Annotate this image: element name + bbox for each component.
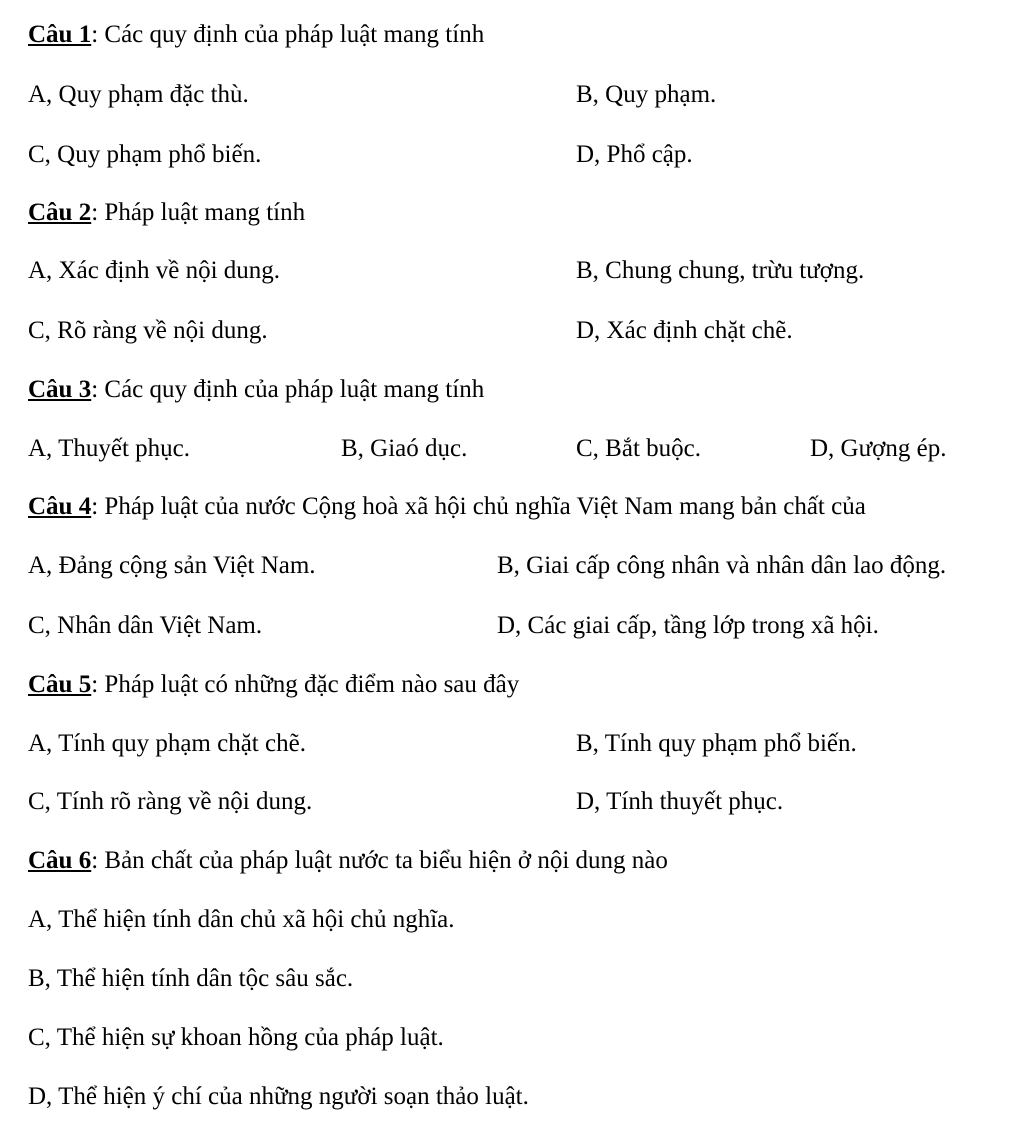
q3-option-c: C, Bắt buộc.	[576, 435, 701, 462]
q1-option-c: C, Quy phạm phổ biến.	[28, 141, 262, 168]
q2-option-c: C, Rõ ràng về nội dung.	[28, 317, 268, 344]
q4-option-c: C, Nhân dân Việt Nam.	[28, 612, 263, 639]
question-label: Câu 4	[28, 493, 92, 520]
question-text: : Bản chất của pháp luật nước ta biểu hiện ở nội dung nào	[91, 847, 668, 874]
question-6	[28, 846, 668, 876]
q1-option-b: B, Quy phạm.	[576, 81, 717, 108]
q5-option-d: D, Tính thuyết phục.	[576, 788, 784, 815]
q2-option-d: D, Xác định chặt chẽ.	[576, 317, 793, 344]
question-label: Câu 5	[28, 671, 92, 698]
question-text: : Pháp luật có những đặc điểm nào sau đây	[91, 671, 520, 698]
q6-option-a: A, Thể hiện tính dân chủ xã hội chủ nghĩa.	[28, 906, 455, 933]
q3-option-d: D, Gượng ép.	[810, 435, 947, 462]
question-4	[28, 492, 866, 522]
question-label: Câu 6	[28, 847, 92, 874]
q1-option-d: D, Phổ cập.	[576, 141, 693, 168]
question-label: Câu 3	[28, 376, 92, 403]
question-2	[28, 198, 305, 228]
question-1	[28, 20, 484, 50]
q2-option-b: B, Chung chung, trừu tượng.	[576, 257, 865, 284]
question-label: Câu 2	[28, 199, 92, 226]
q6-option-d: D, Thể hiện ý chí của những người soạn thảo luật.	[28, 1083, 529, 1110]
q3-option-a: A, Thuyết phục.	[28, 435, 191, 462]
question-text: : Các quy định của pháp luật mang tính	[91, 21, 485, 48]
q5-option-a: A, Tính quy phạm chặt chẽ.	[28, 730, 306, 757]
q5-option-b: B, Tính quy phạm phổ biến.	[576, 730, 857, 757]
question-text: : Các quy định của pháp luật mang tính	[91, 376, 485, 403]
q1-option-a: A, Quy phạm đặc thù.	[28, 81, 249, 108]
question-text: : Pháp luật mang tính	[91, 199, 306, 226]
question-label: Câu 1	[28, 21, 92, 48]
question-5	[28, 670, 519, 700]
question-text: : Pháp luật của nước Cộng hoà xã hội chủ nghĩa Việt Nam mang bản chất của	[91, 493, 866, 520]
q4-option-a: A, Đảng cộng sản Việt Nam.	[28, 552, 316, 579]
q4-option-b: B, Giai cấp công nhân và nhân dân lao động.	[497, 552, 947, 579]
q2-option-a: A, Xác định về nội dung.	[28, 257, 281, 284]
q6-option-b: B, Thể hiện tính dân tộc sâu sắc.	[28, 965, 354, 992]
q3-option-b: B, Giaó dục.	[341, 435, 468, 462]
q6-option-c: C, Thể hiện sự khoan hồng của pháp luật.	[28, 1024, 444, 1051]
question-3	[28, 375, 484, 405]
q4-option-d: D, Các giai cấp, tầng lớp trong xã hội.	[497, 612, 879, 639]
q5-option-c: C, Tính rõ ràng về nội dung.	[28, 788, 313, 815]
